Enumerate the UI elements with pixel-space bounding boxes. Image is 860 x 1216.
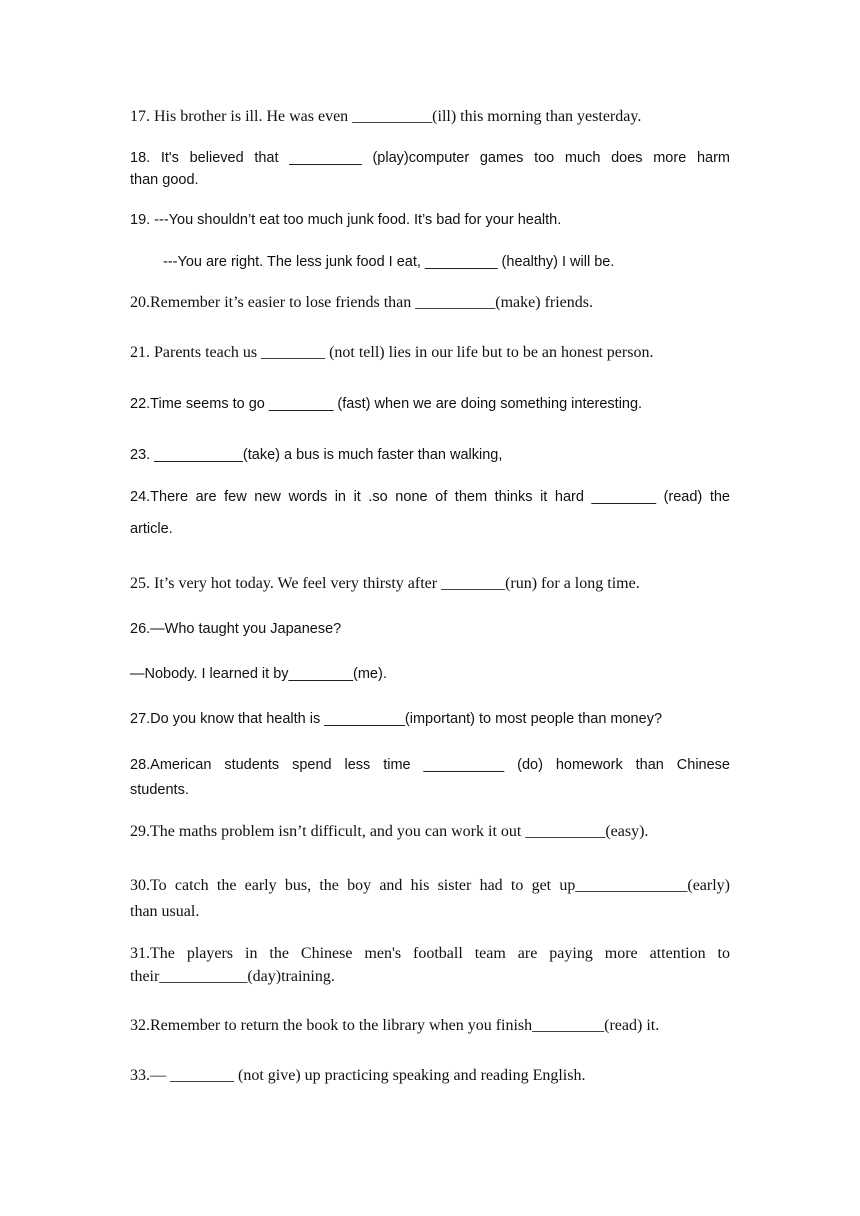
question-20: 20.Remember it’s easier to lose friends than __________(make) friends. <box>130 294 593 311</box>
question-22: 22.Time seems to go ________ (fast) when we are doing something interesting. <box>130 396 643 412</box>
question-31-continued: their___________(day)training. <box>130 968 335 985</box>
question-30: 30.To catch the early bus, the boy and his sister had to get up______________(early) <box>130 877 730 894</box>
question-18-continued: than good. <box>130 172 199 188</box>
question-23: 23. ___________(take) a bus is much faster than walking, <box>130 447 503 463</box>
question-28-continued: students. <box>130 782 189 798</box>
question-25: 25. It’s very hot today. We feel very thirsty after ________(run) for a long time. <box>130 575 640 592</box>
question-28: 28.American students spend less time __________ (do) homework than Chinese <box>130 757 730 773</box>
question-26-reply: —Nobody. I learned it by________(me). <box>130 666 387 682</box>
question-24: 24.There are few new words in it .so none of them thinks it hard ________ (read) the <box>130 489 730 505</box>
question-27: 27.Do you know that health is __________(important) to most people than money? <box>130 711 663 727</box>
question-21: 21. Parents teach us ________ (not tell) lies in our life but to be an honest person. <box>130 344 654 361</box>
question-19-reply: ---You are right. The less junk food I eat, _________ (healthy) I will be. <box>163 254 615 270</box>
question-31: 31.The players in the Chinese men's football team are paying more attention to <box>130 945 730 962</box>
question-29: 29.The maths problem isn’t difficult, and you can work it out __________(easy). <box>130 823 649 840</box>
question-18: 18. It's believed that _________ (play)computer games too much does more harm <box>130 150 730 166</box>
question-26: 26.—Who taught you Japanese? <box>130 621 342 637</box>
question-17: 17. His brother is ill. He was even __________(ill) this morning than yesterday. <box>130 108 642 125</box>
question-32: 32.Remember to return the book to the library when you finish_________(read) it. <box>130 1017 660 1034</box>
question-33: 33.— ________ (not give) up practicing speaking and reading English. <box>130 1067 586 1084</box>
question-30-continued: than usual. <box>130 903 200 920</box>
question-24-continued: article. <box>130 521 173 537</box>
question-19: 19. ---You shouldn’t eat too much junk food. It’s bad for your health. <box>130 212 562 228</box>
